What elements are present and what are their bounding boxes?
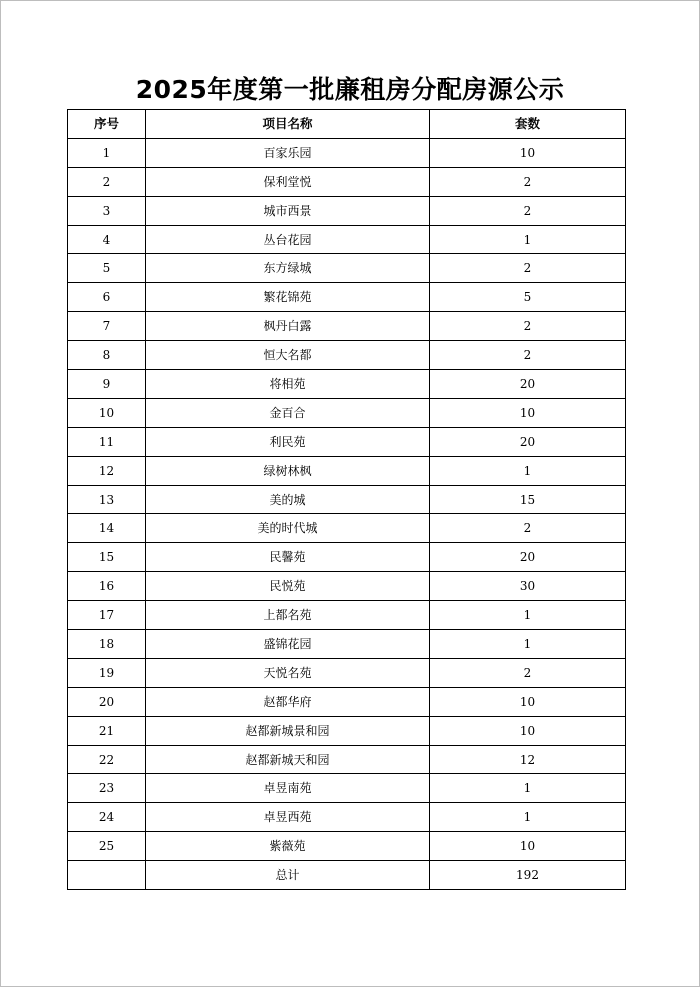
row-project-name-cell: 赵都华府 [146,687,430,716]
row-index-cell: 22 [68,745,146,774]
row-unit-count-cell: 15 [430,485,626,514]
table-row [68,254,626,283]
row-project-name-cell: 紫薇苑 [146,832,430,861]
row-unit-count-cell: 5 [430,283,626,312]
header-index: 序号 [68,110,146,139]
row-index-cell: 19 [68,658,146,687]
table-row [68,774,626,803]
row-unit-count-cell: 2 [430,658,626,687]
row-index-cell: 12 [68,456,146,485]
row-project-name-cell: 卓昱南苑 [146,774,430,803]
row-unit-count-cell: 1 [430,225,626,254]
table-row [68,572,626,601]
row-project-name-cell: 将相苑 [146,370,430,399]
row-unit-count-cell: 1 [430,601,626,630]
table-row [68,485,626,514]
row-index-cell: 5 [68,254,146,283]
table-row [68,427,626,456]
row-project-name-cell: 城市西景 [146,196,430,225]
row-index-cell: 10 [68,398,146,427]
row-index-cell: 23 [68,774,146,803]
row-unit-count-cell: 1 [430,630,626,659]
table-row [68,630,626,659]
table-body [68,138,626,860]
row-index-cell: 17 [68,601,146,630]
row-project-name-cell: 上都名苑 [146,601,430,630]
row-project-name-cell: 丛台花园 [146,225,430,254]
row-project-name-cell: 繁花锦苑 [146,283,430,312]
table-row [68,398,626,427]
table-row [68,225,626,254]
table-header-row [68,110,626,139]
row-unit-count-cell: 12 [430,745,626,774]
page-title: 2025年度第一批廉租房分配房源公示 [135,75,565,104]
row-project-name-cell: 美的时代城 [146,514,430,543]
row-unit-count-cell: 10 [430,687,626,716]
row-index-cell: 2 [68,167,146,196]
row-project-name-cell: 百家乐园 [146,138,430,167]
row-unit-count-cell: 2 [430,254,626,283]
table-row [68,716,626,745]
row-project-name-cell: 绿树林枫 [146,456,430,485]
row-unit-count-cell: 2 [430,312,626,341]
row-index-cell: 18 [68,630,146,659]
table-row [68,341,626,370]
table-row [68,312,626,341]
row-project-name-cell: 金百合 [146,398,430,427]
row-project-name-cell: 赵都新城景和园 [146,716,430,745]
row-unit-count-cell: 30 [430,572,626,601]
table-row [68,283,626,312]
row-index-cell: 21 [68,716,146,745]
row-project-name-cell: 保利堂悦 [146,167,430,196]
row-unit-count-cell: 1 [430,803,626,832]
table-row [68,543,626,572]
row-project-name-cell: 恒大名都 [146,341,430,370]
row-unit-count-cell: 10 [430,716,626,745]
row-index-cell: 4 [68,225,146,254]
row-project-name-cell: 赵都新城天和园 [146,745,430,774]
row-unit-count-cell: 2 [430,341,626,370]
header-unit-count: 套数 [430,110,626,139]
total-index-cell [68,861,146,890]
row-unit-count-cell: 10 [430,398,626,427]
row-unit-count-cell: 1 [430,456,626,485]
row-unit-count-cell: 2 [430,167,626,196]
row-index-cell: 8 [68,341,146,370]
row-project-name-cell: 枫丹白露 [146,312,430,341]
row-project-name-cell: 盛锦花园 [146,630,430,659]
row-index-cell: 13 [68,485,146,514]
table-row [68,514,626,543]
row-unit-count-cell: 20 [430,370,626,399]
table-row [68,687,626,716]
table-row [68,196,626,225]
total-row [68,861,626,890]
row-unit-count-cell: 10 [430,138,626,167]
row-index-cell: 11 [68,427,146,456]
row-unit-count-cell: 1 [430,774,626,803]
row-index-cell: 14 [68,514,146,543]
row-index-cell: 6 [68,283,146,312]
table-row [68,658,626,687]
table-row [68,745,626,774]
table-row [68,138,626,167]
row-project-name-cell: 民悦苑 [146,572,430,601]
total-label-cell: 总计 [146,861,430,890]
row-project-name-cell: 民馨苑 [146,543,430,572]
row-project-name-cell: 利民苑 [146,427,430,456]
row-project-name-cell: 卓昱西苑 [146,803,430,832]
row-index-cell: 7 [68,312,146,341]
total-count-cell: 192 [430,861,626,890]
row-index-cell: 3 [68,196,146,225]
row-index-cell: 9 [68,370,146,399]
row-unit-count-cell: 20 [430,543,626,572]
row-index-cell: 24 [68,803,146,832]
row-index-cell: 25 [68,832,146,861]
row-project-name-cell: 美的城 [146,485,430,514]
row-index-cell: 16 [68,572,146,601]
table-row [68,832,626,861]
table-row [68,456,626,485]
row-unit-count-cell: 20 [430,427,626,456]
row-index-cell: 1 [68,138,146,167]
row-project-name-cell: 东方绿城 [146,254,430,283]
row-index-cell: 20 [68,687,146,716]
housing-allocation-table [67,109,626,890]
header-project-name: 项目名称 [146,110,430,139]
table-row [68,601,626,630]
row-unit-count-cell: 2 [430,514,626,543]
row-unit-count-cell: 10 [430,832,626,861]
row-index-cell: 15 [68,543,146,572]
table-row [68,370,626,399]
row-project-name-cell: 天悦名苑 [146,658,430,687]
table-row [68,167,626,196]
row-unit-count-cell: 2 [430,196,626,225]
table-row [68,803,626,832]
